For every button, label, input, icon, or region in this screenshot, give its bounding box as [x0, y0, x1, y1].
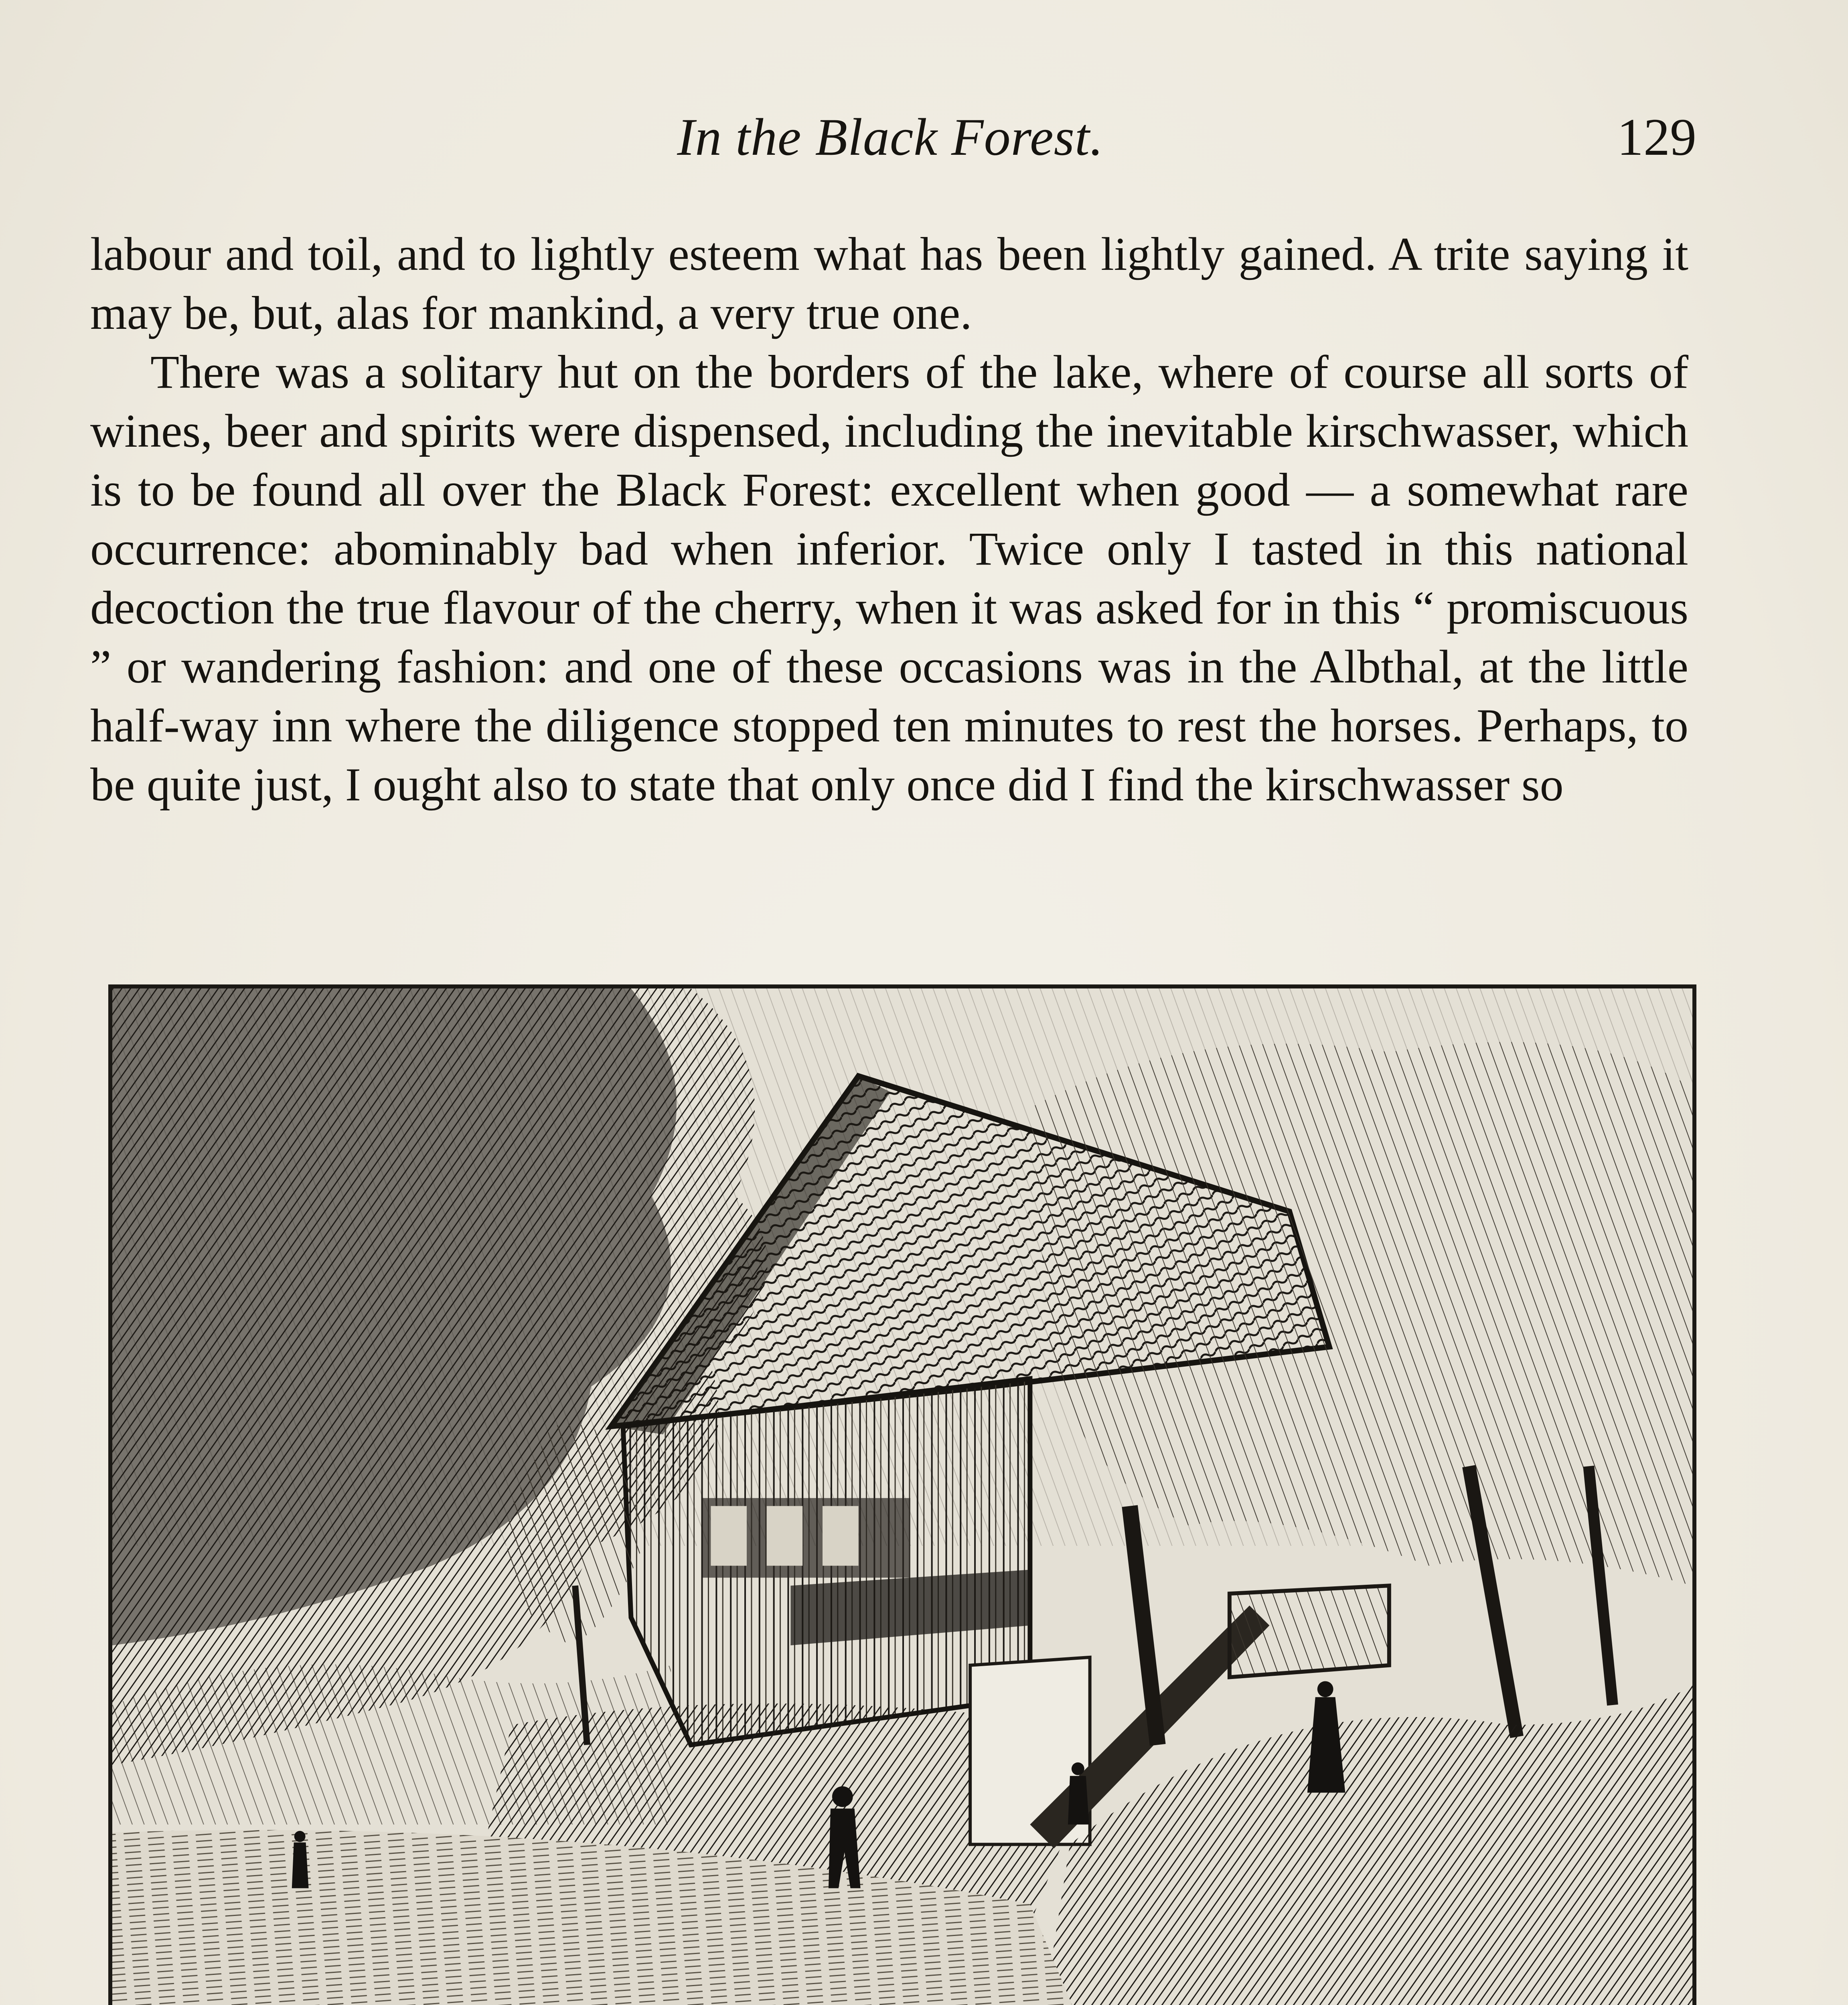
engraving-illustration	[108, 984, 1696, 2005]
engraving-artwork	[112, 988, 1692, 2005]
running-head	[92, 102, 1696, 182]
paragraph: labour and toil, and to lightly esteem what has been lightly gained. A trite saying it may be, but, alas for mankind, a very true one.	[90, 228, 1688, 339]
running-head-title: In the Black Forest.	[677, 107, 1104, 166]
page-number: 129	[1617, 107, 1696, 166]
paragraph: There was a solitary hut on the borders of the lake, where of course all sorts of wines, beer and spirits were dispensed, including the inevitable kirschwasser, which is to be found all over the Black Forest: excellent when good — a somewhat rare occurrence: abominably bad when inferior. Twice only I tasted in this national decoction the true flavour of the cherry, when it was asked for in this “ promiscuous ” or wandering fashion: and one of these occasions was in the Albthal, at the little half-way inn where the diligence stopped ten minutes to rest the horses. Perhaps, to be quite just, I ought also to state that only once did I find the kirschwasser so	[90, 346, 1688, 811]
body-text-top	[90, 225, 1688, 814]
